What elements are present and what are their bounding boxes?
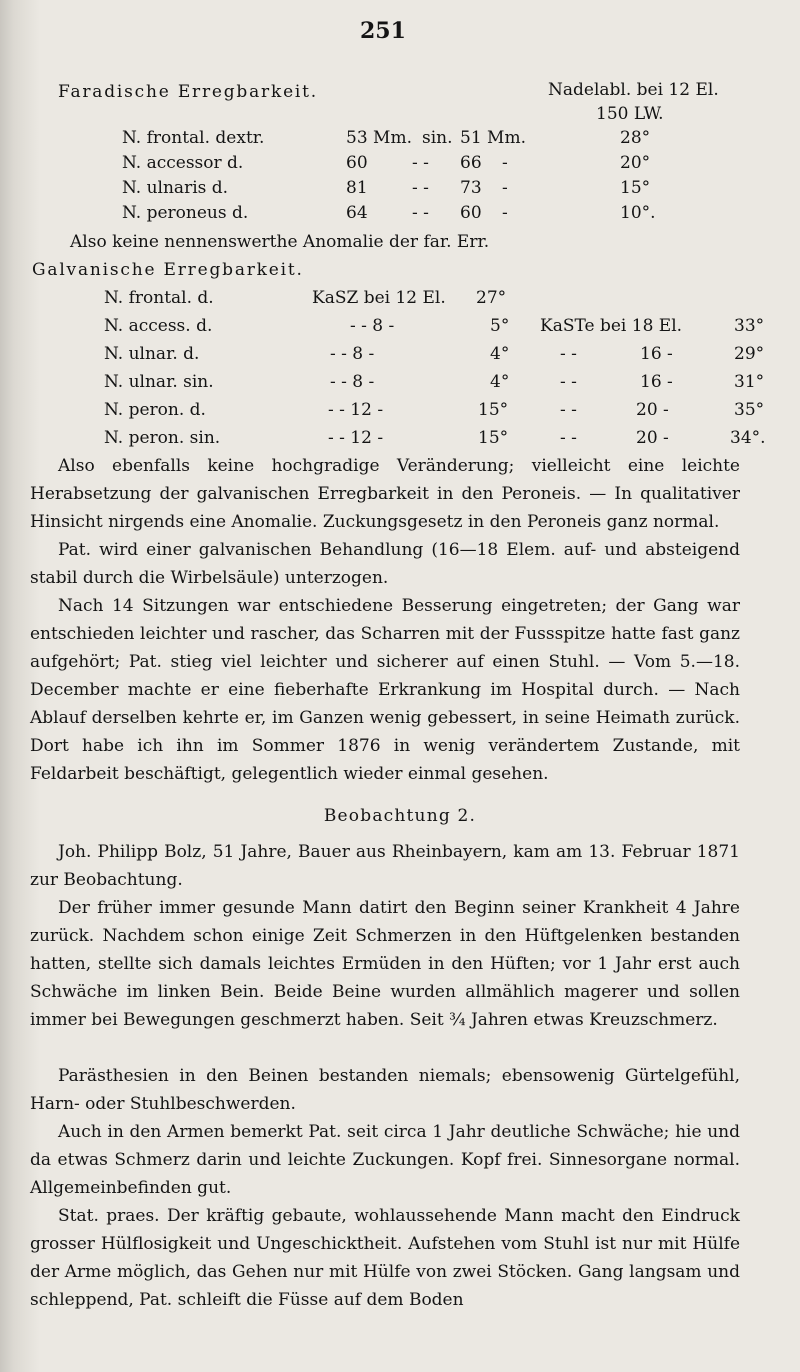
galvanic-kaste-degree: 29°	[734, 344, 765, 364]
galvanic-kaste-degree: 33°	[734, 316, 765, 336]
galvanic-nerve: N. access. d.	[104, 316, 213, 336]
faradic-conclusion: Also keine nennenswerthe Anomalie der far. Err.	[70, 232, 490, 252]
paragraph: Stat. praes. Der kräftig gebaute, wohlaussehende Mann macht den Eindruck grosser Hülflosigkeit und Ungeschicktheit. Aufstehen vom Stuhl ist nur mit Hülfe der Arme möglich, das Gehen nur mit Hülfe von zwei Stöcken. Gang langsam und schleppend, Pat. schleift die Füsse auf dem Boden	[30, 1206, 740, 1310]
galvanic-kaste-value: 20 -	[636, 400, 669, 420]
faradic-value-1: 64	[346, 203, 368, 223]
galvanic-kaste: - -	[560, 428, 577, 448]
faradic-nerve: N. peroneus d.	[122, 203, 249, 223]
galvanic-kaste: - -	[560, 372, 577, 392]
galvanic-kasz: - - 8 -	[330, 372, 375, 392]
paragraph: Parästhesien in den Beinen bestanden niemals; ebensowenig Gürtelgefühl, Harn- oder Stuhlbeschwerden.	[30, 1066, 740, 1114]
faradic-side: - -	[412, 178, 429, 198]
paragraph: Nach 14 Sitzungen war entschiedene Besserung eingetreten; der Gang war entschieden leichter und rascher, das Scharren mit der Fussspitze hatte fast ganz aufgehört; Pat. stieg viel leichter und sicherer auf einen Stuhl. — Vom 5.—18. December machte er eine fieberhafte Erkrankung im Hospital durch. — Nach Ablauf derselben kehrte er, im Ganzen wenig gebessert, in seine Heimath zurück. Dort habe ich ihn im Sommer 1876 in wenig verändertem Zustande, mit Feldarbeit beschäftigt, gelegentlich wieder einmal gesehen.	[30, 596, 740, 784]
faradic-value-1: 60	[346, 153, 368, 173]
paragraph: Der früher immer gesunde Mann datirt den Beginn seiner Krankheit 4 Jahre zurück. Nachdem schon einige Zeit Schmerzen in den Hüftgelenken bestanden hatten, stellte sich damals leichtes Ermüden in den Hüften; vor 1 Jahr erst auch Schwäche im linken Bein. Beide Beine wurden allmählich magerer und sollen immer bei Bewegungen geschmerzt haben. Seit ¾ Jahren etwas Kreuzschmerz.	[30, 898, 740, 1030]
paragraph: Also ebenfalls keine hochgradige Veränderung; vielleicht eine leichte Herabsetzung der galvanischen Erregbarkeit in den Peroneis. — In qualitativer Hinsicht nirgends eine Anomalie. Zuckungsgesetz in den Peroneis ganz normal.	[30, 456, 740, 532]
faradic-heading: Faradische Erregbarkeit.	[58, 82, 318, 102]
galvanic-nerve: N. peron. d.	[104, 400, 206, 420]
faradic-nerve: N. frontal. dextr.	[122, 128, 265, 148]
galvanic-kaste: - -	[560, 400, 577, 420]
galvanic-kaste: - -	[560, 344, 577, 364]
paragraph: Joh. Philipp Bolz, 51 Jahre, Bauer aus Rheinbayern, kam am 13. Februar 1871 zur Beobachtung.	[30, 842, 740, 890]
faradic-col-header: Nadelabl. bei 12 El.	[548, 80, 719, 100]
faradic-value-2: 60	[460, 203, 482, 223]
galvanic-kaste-value: 16 -	[640, 344, 673, 364]
faradic-value-2: 73	[460, 178, 482, 198]
galvanic-kaste: KaSTe bei 18 El.	[540, 316, 683, 336]
galvanic-nerve: N. ulnar. sin.	[104, 372, 214, 392]
galvanic-kaste-value: 16 -	[640, 372, 673, 392]
faradic-side: - -	[412, 203, 429, 223]
faradic-nerve: N. accessor d.	[122, 153, 244, 173]
galvanic-degree: 4°	[490, 372, 510, 392]
faradic-value-2: 51 Mm.	[460, 128, 526, 148]
faradic-side: - -	[412, 153, 429, 173]
galvanic-degree: 4°	[490, 344, 510, 364]
galvanic-kaste-degree: 35°	[734, 400, 765, 420]
faradic-value-3: 28°	[620, 128, 651, 148]
observation-heading: Beobachtung 2.	[323, 806, 477, 826]
faradic-col-subheader: 150 LW.	[596, 104, 664, 124]
galvanic-kasz: - - 8 -	[350, 316, 395, 336]
faradic-value-2: 66	[460, 153, 482, 173]
faradic-value-3: 15°	[620, 178, 651, 198]
faradic-nerve: N. ulnaris d.	[122, 178, 229, 198]
galvanic-nerve: N. frontal. d.	[104, 288, 214, 308]
galvanic-degree: 15°	[478, 428, 509, 448]
galvanic-degree: 27°	[476, 288, 507, 308]
galvanic-kasz: - - 12 -	[328, 400, 384, 420]
faradic-value-3: 20°	[620, 153, 651, 173]
faradic-dash: -	[502, 178, 508, 198]
faradic-value-3: 10°.	[620, 203, 656, 223]
galvanic-degree: 5°	[490, 316, 510, 336]
faradic-dash: -	[502, 203, 508, 223]
faradic-value-1: 53 Mm.	[346, 128, 412, 148]
galvanic-kasz: KaSZ bei 12 El.	[312, 288, 446, 308]
faradic-dash: -	[502, 153, 508, 173]
page-number: 251	[360, 18, 406, 44]
faradic-side: sin.	[422, 128, 453, 148]
galvanic-kasz: - - 12 -	[328, 428, 384, 448]
paragraph: Pat. wird einer galvanischen Behandlung (16—18 Elem. auf- und absteigend stabil durch die Wirbelsäule) unterzogen.	[30, 540, 740, 588]
galvanic-nerve: N. ulnar. d.	[104, 344, 200, 364]
galvanic-kaste-degree: 31°	[734, 372, 765, 392]
galvanic-heading: Galvanische Erregbarkeit.	[32, 260, 304, 280]
faradic-value-1: 81	[346, 178, 368, 198]
galvanic-kaste-value: 20 -	[636, 428, 669, 448]
galvanic-degree: 15°	[478, 400, 509, 420]
galvanic-nerve: N. peron. sin.	[104, 428, 221, 448]
paragraph: Auch in den Armen bemerkt Pat. seit circa 1 Jahr deutliche Schwäche; hie und da etwas Schmerz darin und leichte Zuckungen. Kopf frei. Sinnesorgane normal. Allgemeinbefinden gut.	[30, 1122, 740, 1198]
galvanic-kasz: - - 8 -	[330, 344, 375, 364]
galvanic-kaste-degree: 34°.	[730, 428, 766, 448]
